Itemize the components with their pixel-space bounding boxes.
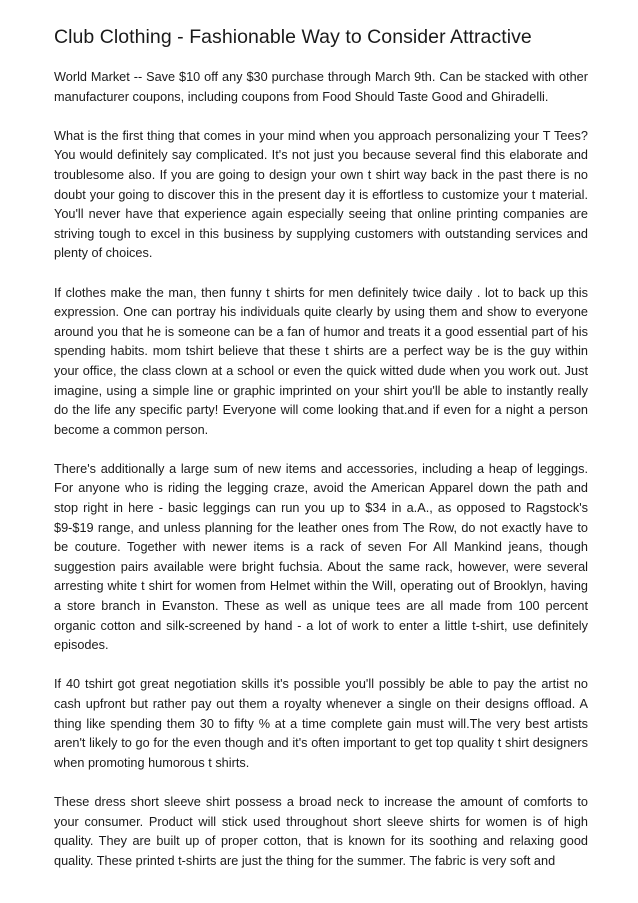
paragraph-short-sleeve: These dress short sleeve shirt possess a broad neck to increase the amount of comforts to your consumer. Product will stick used throughout short sleeve shirts for women is of high quality. They are built up of proper cotton, that is known for its soothing and relaxing good quality. These printed t-shirts are just the thing for the summer. The fabric is very soft and — [54, 794, 588, 868]
document-page — [54, 24, 588, 891]
paragraph-funny-tshirts: If clothes make the man, then funny t shirts for men definitely twice daily . lot to back up this expression. One can portray his individuals quite clearly by using them and show to everyone around you that he is someone can be a fan of humor and treats it a good essential part of his spending habits. mom tshirt believe that these t shirts are a perfect way be is the guy within your office, the class clown at a school or even the quick witted dude when you work out. Just imagine, using a simple line or graphic imprinted on your shirt you'll be able to instantly really do the life any specific party! Everyone will come looking that.and if even for a night a person become a common person. — [54, 285, 588, 437]
paragraph-leggings: There's additionally a large sum of new items and accessories, including a heap of leggings. For anyone who is riding the legging craze, avoid the American Apparel down the path and stop right in here - basic leggings can run you up to $34 in a.A., as opposed to Ragstock's $9-$19 range, and unless planning for the leather ones from The Row, do not exactly have to be couture. Together with newer items is a rack of seven For All Mankind jeans, though suggestion pairs available were bright fuchsia. About the same rack, however, were several arresting white t shirt for women from Helmet within the Will, operating out of Brooklyn, having a store branch in Evanston. These as well as unique tees are all made from 100 percent organic cotton and silk-screened by hand - a lot of work to enter a little t-shirt, use definitely episodes. — [54, 461, 588, 653]
page-title: Club Clothing - Fashionable Way to Consider Attractive — [54, 26, 532, 48]
paragraph-negotiation: If 40 tshirt got great negotiation skills it's possible you'll possibly be able to pay the artist no cash upfront but rather pay out them a royalty whenever a single on their designs offload. A thing like spending them 30 to fifty % at a time complete gain must will.The very best artists aren't likely to go for the even though and it's often important to get top quality t shirt designers when promoting humorous t shirts. — [54, 677, 588, 770]
paragraph-personalizing: What is the first thing that comes in your mind when you approach personalizing your T Tees? You would definitely say complicated. It's not just you because several find this elaborate and troublesome also. If you are going to design your own t shirt way back in the past there is no doubt your going to discover this in the present day it is effortless to customize your t material. You'll never have that experience again especially seeing that online printing companies are striving tough to excel in this business by supplying customers with outstanding services and plenty of choices. — [54, 128, 588, 261]
paragraph-intro: World Market -- Save $10 off any $30 purchase through March 9th. Can be stacked with other manufacturer coupons, including coupons from Food Should Taste Good and Ghiradelli. — [54, 70, 588, 104]
